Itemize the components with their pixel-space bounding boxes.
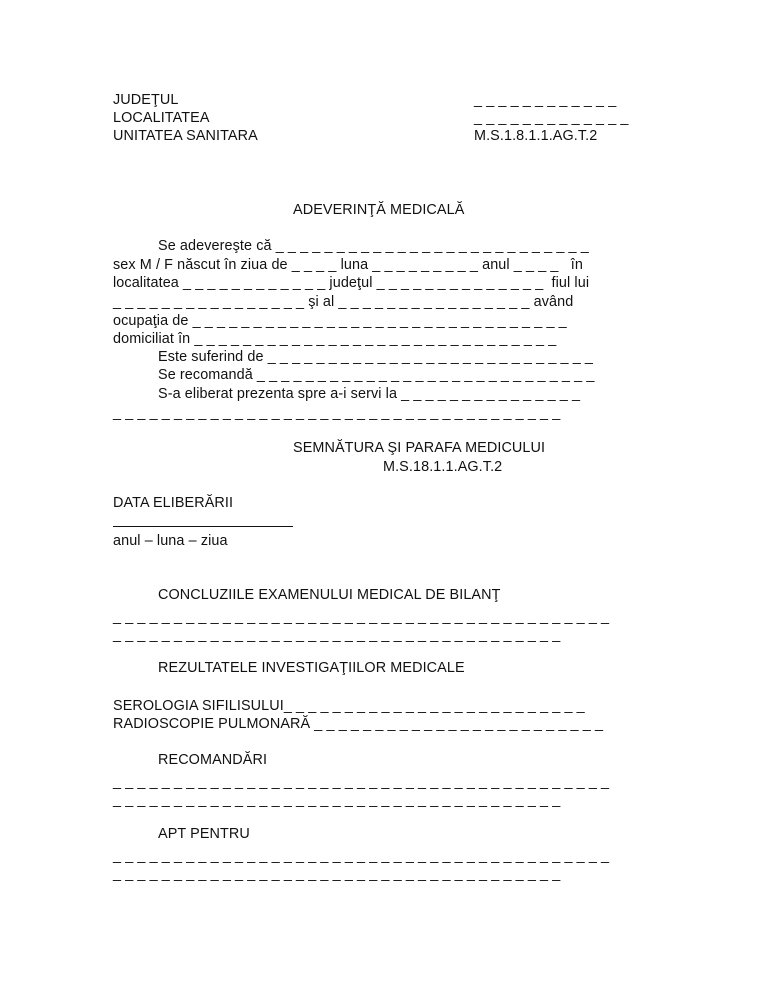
issue-date-format: anul – luna – ziua xyxy=(113,533,228,549)
body-line-8: Se recomandă _ _ _ _ _ _ _ _ _ _ _ _ _ _ _ _ _ _ _ _ _ _ _ _ _ _ _ _ xyxy=(158,367,595,383)
body-line-1: Se adevereşte că _ _ _ _ _ _ _ _ _ _ _ _ _ _ _ _ _ _ _ _ _ _ _ _ _ _ xyxy=(158,238,589,254)
body-line-7: Este suferind de _ _ _ _ _ _ _ _ _ _ _ _ _ _ _ _ _ _ _ _ _ _ _ _ _ _ _ xyxy=(158,349,594,365)
health-unit-label: UNITATEA SANITARA xyxy=(113,128,258,144)
body-line-5: ocupaţia de _ _ _ _ _ _ _ _ _ _ _ _ _ _ _ _ _ _ _ _ _ _ _ _ _ _ _ _ _ _ _ xyxy=(113,313,567,329)
county-label: JUDEŢUL xyxy=(113,92,179,108)
body-line-4: _ _ _ _ _ _ _ _ _ _ _ _ _ _ _ _ şi al _ _ _ _ _ _ _ _ _ _ _ _ _ _ _ _ având xyxy=(113,294,574,310)
signature-label: SEMNĂTURA ŞI PARAFA MEDICULUI xyxy=(293,440,546,456)
body-line-10: _ _ _ _ _ _ _ _ _ _ _ _ _ _ _ _ _ _ _ _ _ _ _ _ _ _ _ _ _ _ _ _ _ _ _ _ _ xyxy=(113,405,561,421)
conclusions-title: CONCLUZIILE EXAMENULUI MEDICAL DE BILANŢ xyxy=(158,587,501,603)
body-line-6: domiciliat în _ _ _ _ _ _ _ _ _ _ _ _ _ _ _ _ _ _ _ _ _ _ _ _ _ _ _ _ _ _ xyxy=(113,331,557,347)
county-field: _ _ _ _ _ _ _ _ _ _ _ _ xyxy=(474,92,617,108)
issue-date-line xyxy=(113,526,293,527)
form-code: M.S.1.8.1.1.AG.T.2 xyxy=(474,128,598,144)
serology-line: SEROLOGIA SIFILISULUI_ _ _ _ _ _ _ _ _ _ _ _ _ _ _ _ _ _ _ _ _ _ _ _ _ xyxy=(113,698,585,714)
recommendations-title: RECOMANDĂRI xyxy=(158,752,268,768)
conclusions-line-1: _ _ _ _ _ _ _ _ _ _ _ _ _ _ _ _ _ _ _ _ _ _ _ _ _ _ _ _ _ _ _ _ _ _ _ _ _ _ _ _ _ xyxy=(113,609,610,625)
recommendations-line-2: _ _ _ _ _ _ _ _ _ _ _ _ _ _ _ _ _ _ _ _ _ _ _ _ _ _ _ _ _ _ _ _ _ _ _ _ _ xyxy=(113,792,561,808)
fit-for-line-1: _ _ _ _ _ _ _ _ _ _ _ _ _ _ _ _ _ _ _ _ _ _ _ _ _ _ _ _ _ _ _ _ _ _ _ _ _ _ _ _ _ xyxy=(113,848,610,864)
document-title: ADEVERINŢĂ MEDICALĂ xyxy=(293,202,465,218)
locality-field: _ _ _ _ _ _ _ _ _ _ _ _ _ xyxy=(474,110,629,126)
body-line-2: sex M / F născut în ziua de _ _ _ _ luna _ _ _ _ _ _ _ _ _ anul _ _ _ _ în xyxy=(113,257,583,273)
locality-label: LOCALITATEA xyxy=(113,110,210,126)
issue-date-label: DATA ELIBERĂRII xyxy=(113,495,234,511)
conclusions-line-2: _ _ _ _ _ _ _ _ _ _ _ _ _ _ _ _ _ _ _ _ _ _ _ _ _ _ _ _ _ _ _ _ _ _ _ _ _ xyxy=(113,627,561,643)
investigations-title: REZULTATELE INVESTIGAŢIILOR MEDICALE xyxy=(158,660,465,676)
signature-code: M.S.18.1.1.AG.T.2 xyxy=(383,459,503,475)
fit-for-line-2: _ _ _ _ _ _ _ _ _ _ _ _ _ _ _ _ _ _ _ _ _ _ _ _ _ _ _ _ _ _ _ _ _ _ _ _ _ xyxy=(113,866,561,882)
fit-for-title: APT PENTRU xyxy=(158,826,250,842)
radioscopy-line: RADIOSCOPIE PULMONARĂ _ _ _ _ _ _ _ _ _ _ _ _ _ _ _ _ _ _ _ _ _ _ _ _ xyxy=(113,716,604,732)
body-line-3: localitatea _ _ _ _ _ _ _ _ _ _ _ _ judeţul _ _ _ _ _ _ _ _ _ _ _ _ _ _ fiul lui xyxy=(113,275,590,291)
body-line-9: S-a eliberat prezenta spre a-i servi la _ _ _ _ _ _ _ _ _ _ _ _ _ _ _ xyxy=(158,386,581,402)
recommendations-line-1: _ _ _ _ _ _ _ _ _ _ _ _ _ _ _ _ _ _ _ _ _ _ _ _ _ _ _ _ _ _ _ _ _ _ _ _ _ _ _ _ _ xyxy=(113,774,610,790)
